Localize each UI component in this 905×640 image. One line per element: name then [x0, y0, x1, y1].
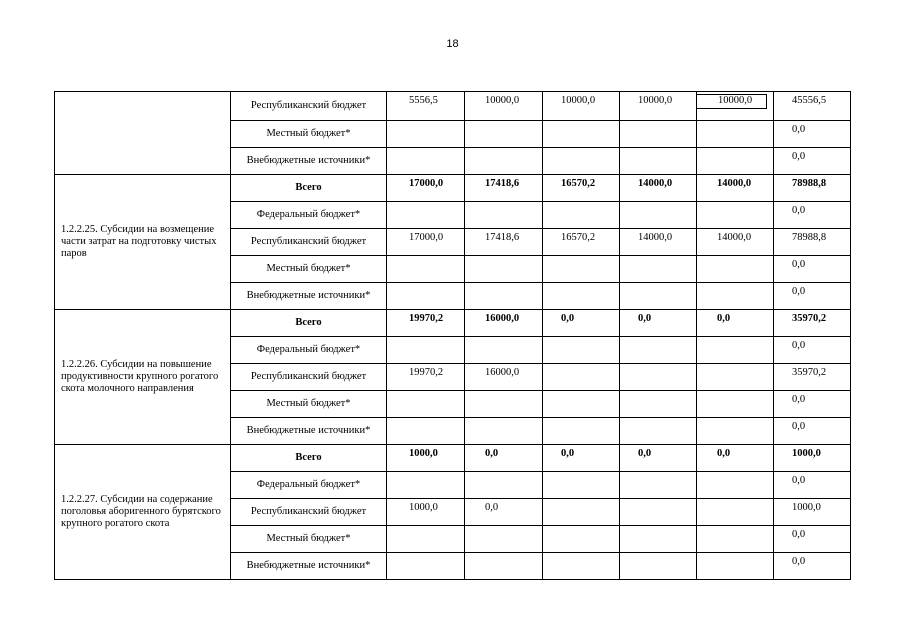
year-value-cell: [620, 553, 697, 580]
year-value-cell: 16570,2: [543, 229, 620, 256]
year-value-cell: [543, 472, 620, 499]
year-value-cell: [620, 472, 697, 499]
value-text: 10000,0: [697, 94, 768, 109]
year-value-cell: [387, 337, 465, 364]
year-value-cell: [697, 391, 774, 418]
funding-source: Федеральный бюджет*: [231, 472, 387, 499]
year-value-cell: [543, 283, 620, 310]
year-value-cell: 14000,0: [620, 175, 697, 202]
funding-source: Республиканский бюджет: [231, 92, 387, 121]
year-value-cell: [620, 121, 697, 148]
year-value-cell: 5556,5: [387, 92, 465, 121]
year-value-cell: [697, 148, 774, 175]
funding-source: Республиканский бюджет: [231, 229, 387, 256]
year-value-cell: 19970,2: [387, 364, 465, 391]
funding-source: Внебюджетные источники*: [231, 148, 387, 175]
year-value-cell: [697, 499, 774, 526]
funding-source: Всего: [231, 445, 387, 472]
year-value-cell: [697, 283, 774, 310]
total-value-cell: 0,0: [774, 337, 851, 364]
funding-source: Внебюджетные источники*: [231, 283, 387, 310]
funding-source: Внебюджетные источники*: [231, 553, 387, 580]
table-row: [55, 445, 851, 472]
total-value-cell: 0,0: [774, 472, 851, 499]
total-value-cell: 0,0: [774, 526, 851, 553]
total-value-cell: 35970,2: [774, 364, 851, 391]
total-value-cell: 0,0: [774, 553, 851, 580]
year-value-cell: [465, 202, 543, 229]
table-row: [55, 310, 851, 337]
year-value-cell: [387, 202, 465, 229]
year-value-cell: [387, 256, 465, 283]
year-value-cell: 17418,6: [465, 229, 543, 256]
year-value-cell: [465, 418, 543, 445]
year-value-cell: [543, 526, 620, 553]
year-value-cell: [620, 202, 697, 229]
total-value-cell: 1000,0: [774, 499, 851, 526]
year-value-cell: [543, 202, 620, 229]
year-value-cell: 10000,0: [465, 92, 543, 121]
total-value-cell: 0,0: [774, 121, 851, 148]
year-value-cell: [620, 418, 697, 445]
year-value-cell: 14000,0: [620, 229, 697, 256]
funding-source: Местный бюджет*: [231, 256, 387, 283]
year-value-cell: [543, 256, 620, 283]
year-value-cell: [697, 472, 774, 499]
year-value-cell: [465, 526, 543, 553]
year-value-cell: 0,0: [543, 310, 620, 337]
year-value-cell: 17000,0: [387, 175, 465, 202]
year-value-cell: [620, 256, 697, 283]
total-value-cell: 45556,5: [774, 92, 851, 121]
year-value-cell: [387, 526, 465, 553]
year-value-cell: [387, 283, 465, 310]
budget-table: [54, 91, 851, 580]
funding-source: Федеральный бюджет*: [231, 337, 387, 364]
total-value-cell: 0,0: [774, 148, 851, 175]
year-value-cell: [387, 418, 465, 445]
total-value-cell: 78988,8: [774, 229, 851, 256]
year-value-cell: [543, 337, 620, 364]
year-value-cell: [620, 148, 697, 175]
year-value-cell: 10000,0: [620, 92, 697, 121]
table-row: [55, 175, 851, 202]
year-value-cell: [465, 337, 543, 364]
year-value-cell: 14000,0: [697, 229, 774, 256]
measure-name: 1.2.2.26. Субсидии на повышение продуктивности крупного рогатого скота молочного направления: [55, 310, 231, 445]
measure-name: 1.2.2.27. Субсидии на содержание поголовья аборигенного бурятского крупного рогатого скота: [55, 445, 231, 580]
year-value-cell: 0,0: [620, 445, 697, 472]
year-value-cell: 0,0: [543, 445, 620, 472]
funding-source: Республиканский бюджет: [231, 364, 387, 391]
year-value-cell: [620, 283, 697, 310]
year-value-cell: [543, 148, 620, 175]
year-value-cell: 16570,2: [543, 175, 620, 202]
year-value-cell: 17000,0: [387, 229, 465, 256]
funding-source: Местный бюджет*: [231, 391, 387, 418]
year-value-cell: [697, 364, 774, 391]
year-value-cell: [387, 553, 465, 580]
year-value-cell: 19970,2: [387, 310, 465, 337]
year-value-cell: 0,0: [620, 310, 697, 337]
year-value-cell: [465, 283, 543, 310]
total-value-cell: 0,0: [774, 418, 851, 445]
funding-source: Местный бюджет*: [231, 121, 387, 148]
year-value-cell: [697, 553, 774, 580]
year-value-cell: [543, 391, 620, 418]
funding-source: Местный бюджет*: [231, 526, 387, 553]
total-value-cell: 35970,2: [774, 310, 851, 337]
year-value-cell: [387, 472, 465, 499]
year-value-cell: 16000,0: [465, 310, 543, 337]
year-value-cell: [465, 121, 543, 148]
year-value-cell: 16000,0: [465, 364, 543, 391]
year-value-cell: 0,0: [697, 310, 774, 337]
year-value-cell: 14000,0: [697, 175, 774, 202]
year-value-cell: [620, 364, 697, 391]
total-value-cell: 0,0: [774, 283, 851, 310]
total-value-cell: 78988,8: [774, 175, 851, 202]
year-value-cell: [465, 391, 543, 418]
year-value-cell: [543, 364, 620, 391]
year-value-cell: [543, 553, 620, 580]
year-value-cell: [697, 92, 774, 121]
measure-name: 1.2.2.25. Субсидии на возмещение части затрат на подготовку чистых паров: [55, 175, 231, 310]
year-value-cell: [543, 418, 620, 445]
year-value-cell: [465, 553, 543, 580]
year-value-cell: [697, 202, 774, 229]
year-value-cell: [620, 526, 697, 553]
funding-source: Республиканский бюджет: [231, 499, 387, 526]
year-value-cell: 0,0: [465, 499, 543, 526]
year-value-cell: [697, 121, 774, 148]
year-value-cell: 1000,0: [387, 499, 465, 526]
year-value-cell: [387, 391, 465, 418]
budget-table-body: [55, 92, 851, 580]
total-value-cell: 0,0: [774, 256, 851, 283]
year-value-cell: [697, 337, 774, 364]
year-value-cell: [465, 472, 543, 499]
year-value-cell: 10000,0: [543, 92, 620, 121]
page-number: 18: [446, 38, 459, 50]
year-value-cell: [697, 526, 774, 553]
measure-name-continued: [55, 92, 231, 175]
year-value-cell: [620, 337, 697, 364]
funding-source: Всего: [231, 310, 387, 337]
year-value-cell: [620, 391, 697, 418]
year-value-cell: 17418,6: [465, 175, 543, 202]
year-value-cell: 0,0: [465, 445, 543, 472]
year-value-cell: [543, 499, 620, 526]
funding-source: Всего: [231, 175, 387, 202]
total-value-cell: 0,0: [774, 391, 851, 418]
year-value-cell: 0,0: [697, 445, 774, 472]
year-value-cell: [387, 121, 465, 148]
total-value-cell: 0,0: [774, 202, 851, 229]
year-value-cell: [387, 148, 465, 175]
year-value-cell: [697, 418, 774, 445]
total-value-cell: 1000,0: [774, 445, 851, 472]
year-value-cell: [465, 148, 543, 175]
table-row: [55, 92, 851, 121]
year-value-cell: [543, 121, 620, 148]
funding-source: Федеральный бюджет*: [231, 202, 387, 229]
year-value-cell: [697, 256, 774, 283]
funding-source: Внебюджетные источники*: [231, 418, 387, 445]
year-value-cell: [620, 499, 697, 526]
year-value-cell: [465, 256, 543, 283]
year-value-cell: 1000,0: [387, 445, 465, 472]
